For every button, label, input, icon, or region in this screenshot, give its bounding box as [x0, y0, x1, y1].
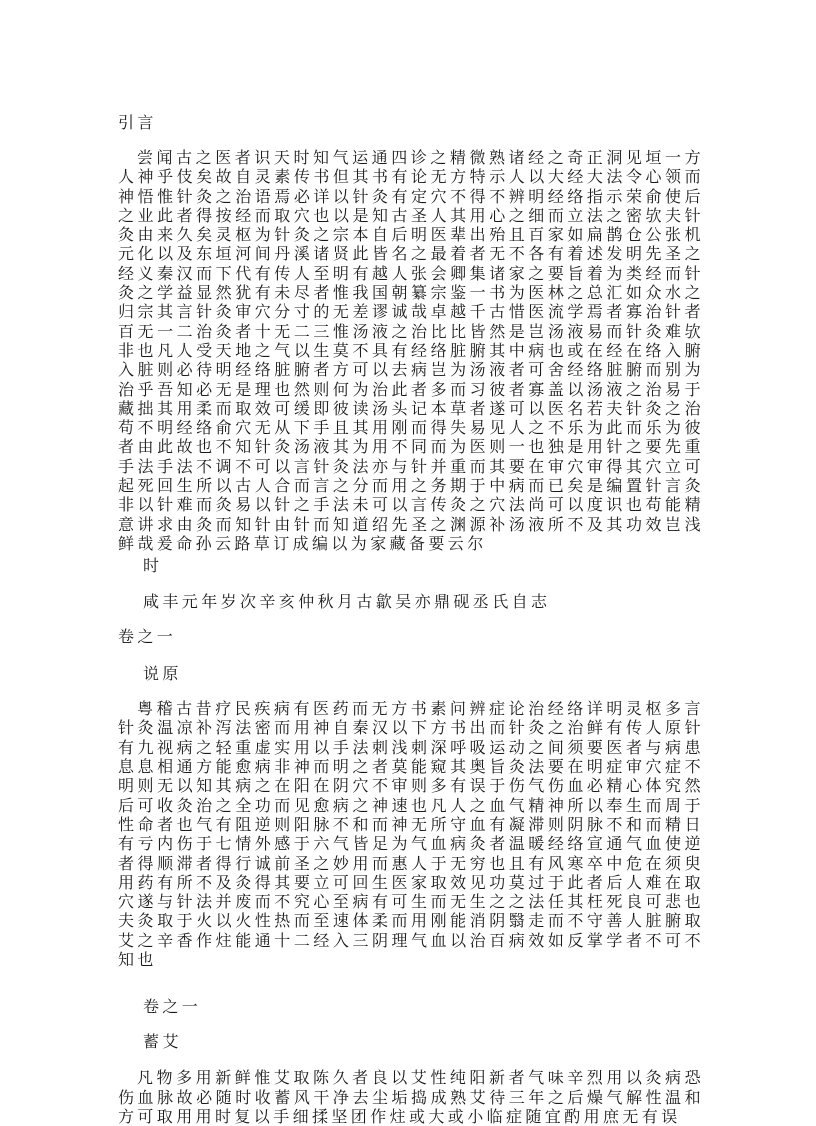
section-body-shuoyuan: 粤稽古昔疗民疾病有医药而无方书素问辨症论治经络详明灵枢多言针灸温凉补泻法密而用神自秦汉以下方书出而针灸之治鲜有传人原针有九视病之轻重虚实用以手法刺浅刺深呼吸运动之间须要医者与病患息息相通方能愈病非神而明之者莫能窥其奥旨灸法要在明症审穴症不明则无以知其病之在阳在阴穴不审则多有误于伤气伤血必精心体究然后可收灸治之全功而见愈病之神速也凡人之血气精神所以奉生而周于性命者也气有阻逆则阳脉不和而神无所守血有凝滞则阴脉不和而精日有亏内伤于七情外感于六气皆足为气血病灸者温暖经络宣通气血使逆者得顺滞者得行诚前圣之妙用而惠人于无穷也且有风寒卒中危在须臾用药有所不及灸得其要立可回生医家取效见功莫过于此者后人难在取穴遂与针法并废而不究心至病有可生而无生之之法任其枉死良可悲也夫灸取于火以火性热而至速体柔而用刚能消阴翳走而不守善人脏腑取艾之辛香作炷能通十二经入三阴理气血以治百病效如反掌学者不可不知也 [118, 699, 704, 970]
preface-signature: 咸丰元年岁次辛亥仲秋月古歙吴亦鼎砚丞氏自志 [143, 592, 551, 612]
section-title-xuai: 蓄艾 [143, 1032, 182, 1052]
volume-heading: 卷之一 [118, 627, 177, 647]
preface-body: 尝闻古之医者识天时知气运通四诊之精微熟诸经之奇正洞见垣一方人神乎伎矣故自灵素传书但其书有论无方特示人以大经大法令心领而神悟惟针灸之治语焉必详以针灸有定穴不得不辨明经络指示荣俞使后之业此者得按经而取穴也以是知古圣人其用心之细而立法之密欤夫针灸由来久矣灵枢为针灸之宗本自后明医辈出殆且百家如扁鹊仓公张机元化以及东垣河间丹溪诸贤此皆名之最着者无不各有着述发明先圣之经义秦汉而下代有传人至明有越人张会卿集诸家之要旨着为类经而针灸之学益显然犹有未尽者惟我国朝纂宗鉴一书为医林之总汇如众水之归宗其言针灸审穴分寸的无差谬诚哉卓越千古惜医流学焉者寡治针者百无一二治灸者十无二三惟汤液之治比比皆然是岂汤液易而针灸难欤非也凡人受天地之气以生莫不具有经络脏腑其中病也或在经在络入腑入脏则必待明经络脏腑者方可以去病岂为汤液者可舍经络脏腑而别为治乎吾知必无是理也然则何为治此者多而习彼者寡盖以汤液之治易于藏拙其用柔而取效可缓即彼读汤头记本草者遂可以医名若夫针灸之治苟不明经络俞穴无从下手且其用刚而得失易见人之不乐为此而乐为彼者由此故也不知针灸汤液其为用不同而为医则一也独是用针之要先重手法手法不调不可以言针灸法亦与针并重而其要在审穴审得其穴立可起死回生所以古人合而言之分而用之务期于中病而已矣是编置针言灸非以针难而灸易以针之手法未可以言传灸之穴法尚可以度识也苟能精意讲求由灸而知针由针而知道绍先圣之渊源补汤液所不及其功效岂浅鲜哉爰命孙云路草订成编以为家藏备要云尔 [118, 147, 704, 553]
volume-heading-repeat: 卷之一 [143, 997, 202, 1017]
time-label: 时 [143, 556, 163, 576]
section-title-shuoyuan: 说原 [143, 664, 182, 684]
section-body-xuai: 凡物多用新鲜惟艾取陈久者良以艾性纯阳新者气味辛烈用以灸病恐伤血脉故必随时收蓄风干净去尘垢捣成熟艾待三年之后燥气解性温和方可取用用时复以手细揉坚团作炷或大或小临症随宜酌用庶无有误 [118, 1068, 704, 1126]
document-body [118, 113, 704, 1126]
preface-heading: 引言 [118, 113, 157, 132]
